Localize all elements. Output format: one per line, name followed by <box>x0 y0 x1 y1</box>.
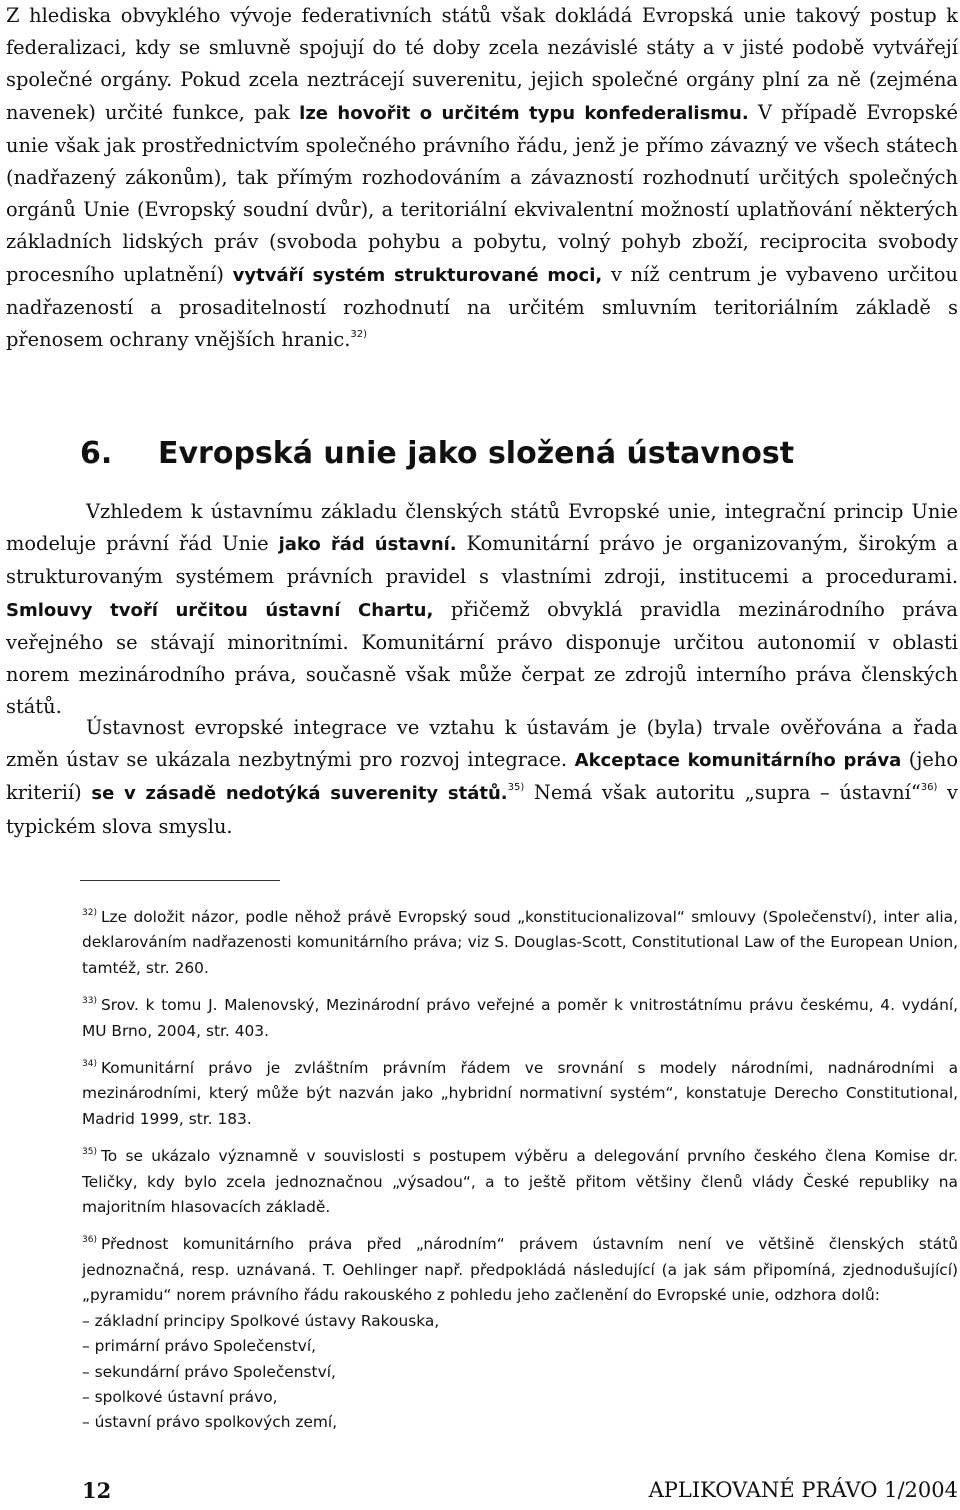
list-item: – spolkové ústavní právo, <box>82 1387 278 1406</box>
footnote-33 <box>82 993 958 1044</box>
footnote-36 <box>82 1232 958 1435</box>
footnote-mark: 32) <box>82 908 97 918</box>
footnote-text: Srov. k tomu J. Malenovský, Mezinárodní právo veřejné a poměr k vnitrostátnímu právu českému, 4. vydání, MU Brno, 2004, str. 403. <box>82 996 958 1040</box>
list-item: – primární právo Společenství, <box>82 1337 317 1356</box>
list-item: – sekundární právo Společenství, <box>82 1362 336 1381</box>
paragraph-text: přičemž obvyklá pravidla mezinárodního práva veřejného se stávají minoritními. Komunitární právo disponuje určitou autonomií v oblasti norem mezinárodního práva, současně však může čerpat ze zdrojů interního práva členských států. <box>6 597 958 719</box>
footnote-35 <box>82 1144 958 1220</box>
emphasis-text: jako řád ústavní. <box>278 534 457 556</box>
section-number: 6. <box>80 436 113 471</box>
page-footer <box>82 1478 958 1510</box>
paragraph-text: (jeho kriterií) <box>6 748 958 805</box>
emphasis-text: lze hovořit o určitém typu konfederalismu. <box>299 102 749 124</box>
footnote-32 <box>82 905 958 981</box>
paragraph-integration <box>6 712 958 843</box>
paragraph-text: v níž centrum je vybaveno určitou nadřazeností a prosaditelností rozhodnutí na určitém smluvním teritoriálním základě s přenosem ochrany vnějších hranic. <box>6 262 958 352</box>
footnote-mark: 33) <box>82 996 97 1007</box>
section-heading <box>80 432 940 476</box>
footnote-reference[interactable]: 32) <box>350 329 368 341</box>
emphasis-text: Akceptace komunitárního práva <box>574 750 902 772</box>
paragraph-text: v typickém slova smyslu. <box>6 781 958 838</box>
emphasis-text: vytváří systém strukturované moci, <box>232 264 603 286</box>
footnote-mark: 34) <box>82 1059 97 1070</box>
footnote-divider <box>80 880 280 881</box>
footnote-text: Komunitární právo je zvláštním právním řádem ve srovnání s modely národními, nadnárodními a mezinárodními, který může být nazván jako „hybridní normativní systém“, konstatuje Derecho Constitutional, Madrid 1999, str. 183. <box>82 1059 958 1128</box>
emphasis-text: Smlouvy tvoří určitou ústavní Chartu, <box>6 599 434 621</box>
footnote-reference[interactable]: 35) <box>507 782 525 794</box>
footnote-text: To se ukázalo významně v souvislosti s postupem výběru a delegování prvního českého člena Komise dr. Teličky, kdy bylo zcela jednoznačnou „výsadou“, a to ještě přitom většiny členů vlády České republiky na majoritním hlasovacích základě. <box>82 1147 958 1217</box>
paragraph-text: Vzhledem k ústavnímu základu členských států Evropské unie, integrační princip Unie modeluje právní řád Unie <box>6 500 958 556</box>
footnote-text: Lze doložit názor, podle něhož právě Evropský soud „konstitucionalizoval“ smlouvy (Společenství), inter alia, deklarováním nadřazenosti komunitárního práva; viz S. Douglas-Scott, Constitutional Law of the European Union, tamtéž, str. 260. <box>82 908 958 977</box>
paragraph-constitutional-basis <box>6 496 958 723</box>
footnote-mark: 36) <box>82 1235 97 1246</box>
page-number: 12 <box>82 1478 112 1503</box>
paragraph-text: Komunitární právo je organizovaným, širokým a strukturovaným systémem právních pravidel s vlastními zdroji, institucemi a procedurami. <box>6 532 959 589</box>
footnote-reference[interactable]: 36) <box>920 782 938 794</box>
footnote-34 <box>82 1056 958 1132</box>
paragraph-text: Nemá však autoritu „supra – ústavní“ <box>533 781 921 805</box>
list-item: – ústavní právo spolkových zemí, <box>82 1413 338 1432</box>
journal-name: APLIKOVANÉ PRÁVO 1/2004 <box>648 1478 958 1502</box>
section-title: Evropská unie jako složená ústavnost <box>158 436 795 471</box>
paragraph-text: Z hlediska obvyklého vývoje federativních států však dokládá Evropská unie takový postup k federalizaci, kdy se smluvně spojují do té doby zcela nezávislé státy a v jisté podobě vytvářejí společné orgány. Pokud zcela neztrácejí suverenitu, jejich společné orgány plní za ně (zejména navenek) určité funkce, pak <box>6 4 958 124</box>
paragraph-text: V případě Evropské unie však jak prostřednictvím společného právního řádu, jenž je přímo závazný ve všech státech (nadřazený zákonům), tak přímým rozhodováním a závazností rozhodnutí určitých společných orgánů Unie (Evropský soudní dvůr), a teritoriální ekvivalentní možností uplatňování některých základních lidských práv (svoboda pohybu a pobytu, volný pohyb zboží, reciprocita svobody procesního uplatnění) <box>6 100 958 286</box>
emphasis-text: se v zásadě nedotýká suverenity států. <box>91 783 508 805</box>
footnote-text: Přednost komunitárního práva před „národním“ právem ústavním není ve většině členských států jednoznačná, resp. uznávaná. T. Oehlinger např. předpokládá následující (a jak sám připomíná, zjednodušující) „pyramidu“ norem právního řádu rakouského z pohledu jeho začlenění do Evropské unie, odzhora dolů: <box>82 1235 958 1305</box>
paragraph-federalism <box>6 0 958 356</box>
footnotes-section <box>82 905 958 1448</box>
list-item: – základní principy Spolkové ústavy Rakouska, <box>82 1311 440 1330</box>
norm-pyramid-list <box>82 1309 958 1436</box>
footnote-mark: 35) <box>82 1147 97 1158</box>
paragraph-text: Ústavnost evropské integrace ve vztahu k ústavám je (byla) trvale ověřována a řada změn ústav se ukázala nezbytnými pro rozvoj integrace. <box>6 716 958 772</box>
